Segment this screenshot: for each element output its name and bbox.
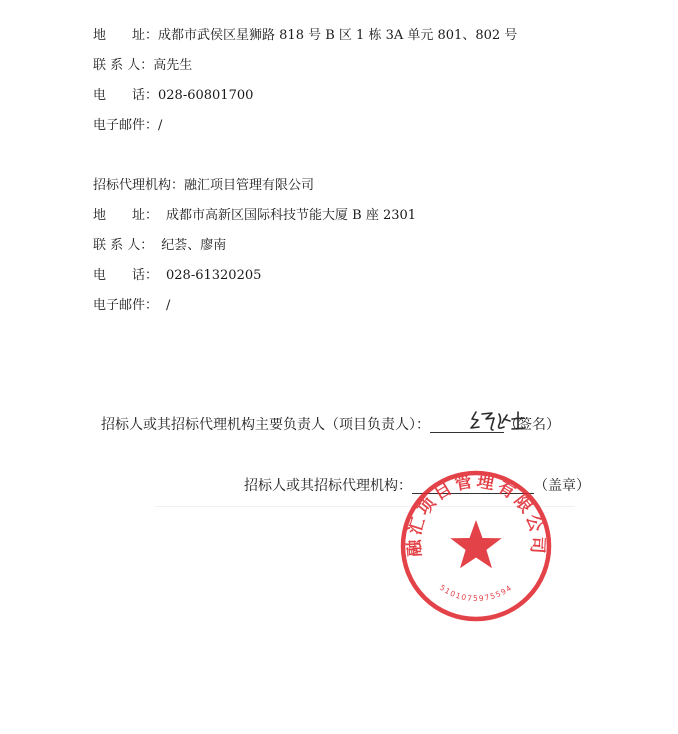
phone-label: 电 话：	[93, 268, 159, 283]
contact-label: 联 系 人：	[93, 58, 154, 73]
svg-text:融汇项目管理有限公司: 融汇项目管理有限公司	[404, 471, 548, 558]
tenderer-phone-row	[93, 88, 253, 104]
tenderer-email: /	[158, 118, 163, 133]
agency-name: 融汇项目管理有限公司	[184, 178, 315, 193]
company-seal-stamp	[398, 468, 554, 624]
tenderer-phone: 028-60801700	[158, 88, 254, 103]
contact-label: 联 系 人：	[93, 238, 154, 253]
principal-note: （签名）	[504, 417, 560, 433]
agency-name-label: 招标代理机构：	[93, 178, 185, 193]
principal-label: 招标人或其招标代理机构主要负责人（项目负责人）：	[101, 417, 430, 433]
agency-address: 成都市高新区国际科技节能大厦 B 座 2301	[166, 208, 417, 223]
handwritten-signature	[468, 409, 528, 435]
phone-label: 电 话：	[93, 88, 159, 103]
agency-contact: 纪荟、廖南	[161, 238, 227, 253]
agency-contact-row	[93, 238, 226, 254]
org-label: 招标人或其招标代理机构：	[244, 478, 412, 494]
agency-address-row	[93, 208, 416, 224]
tenderer-email-row	[93, 118, 162, 134]
address-label: 地 址：	[93, 208, 159, 223]
tenderer-address: 成都市武侯区星狮路 818 号 B 区 1 栋 3A 单元 801、802 号	[158, 28, 518, 43]
email-label: 电子邮件：	[93, 298, 159, 313]
agency-email-row	[93, 298, 170, 314]
org-note: （盖章）	[534, 478, 590, 494]
agency-phone-row	[93, 268, 261, 284]
tenderer-contact-row	[93, 58, 192, 74]
tenderer-contact: 高先生	[153, 58, 193, 73]
email-label: 电子邮件：	[93, 118, 159, 133]
agency-name-row	[93, 178, 314, 194]
svg-text:5101075975594: 5101075975594	[438, 582, 514, 604]
address-label: 地 址：	[93, 28, 159, 43]
tenderer-address-row	[93, 28, 517, 44]
agency-phone: 028-61320205	[166, 268, 262, 283]
agency-email: /	[166, 298, 171, 313]
